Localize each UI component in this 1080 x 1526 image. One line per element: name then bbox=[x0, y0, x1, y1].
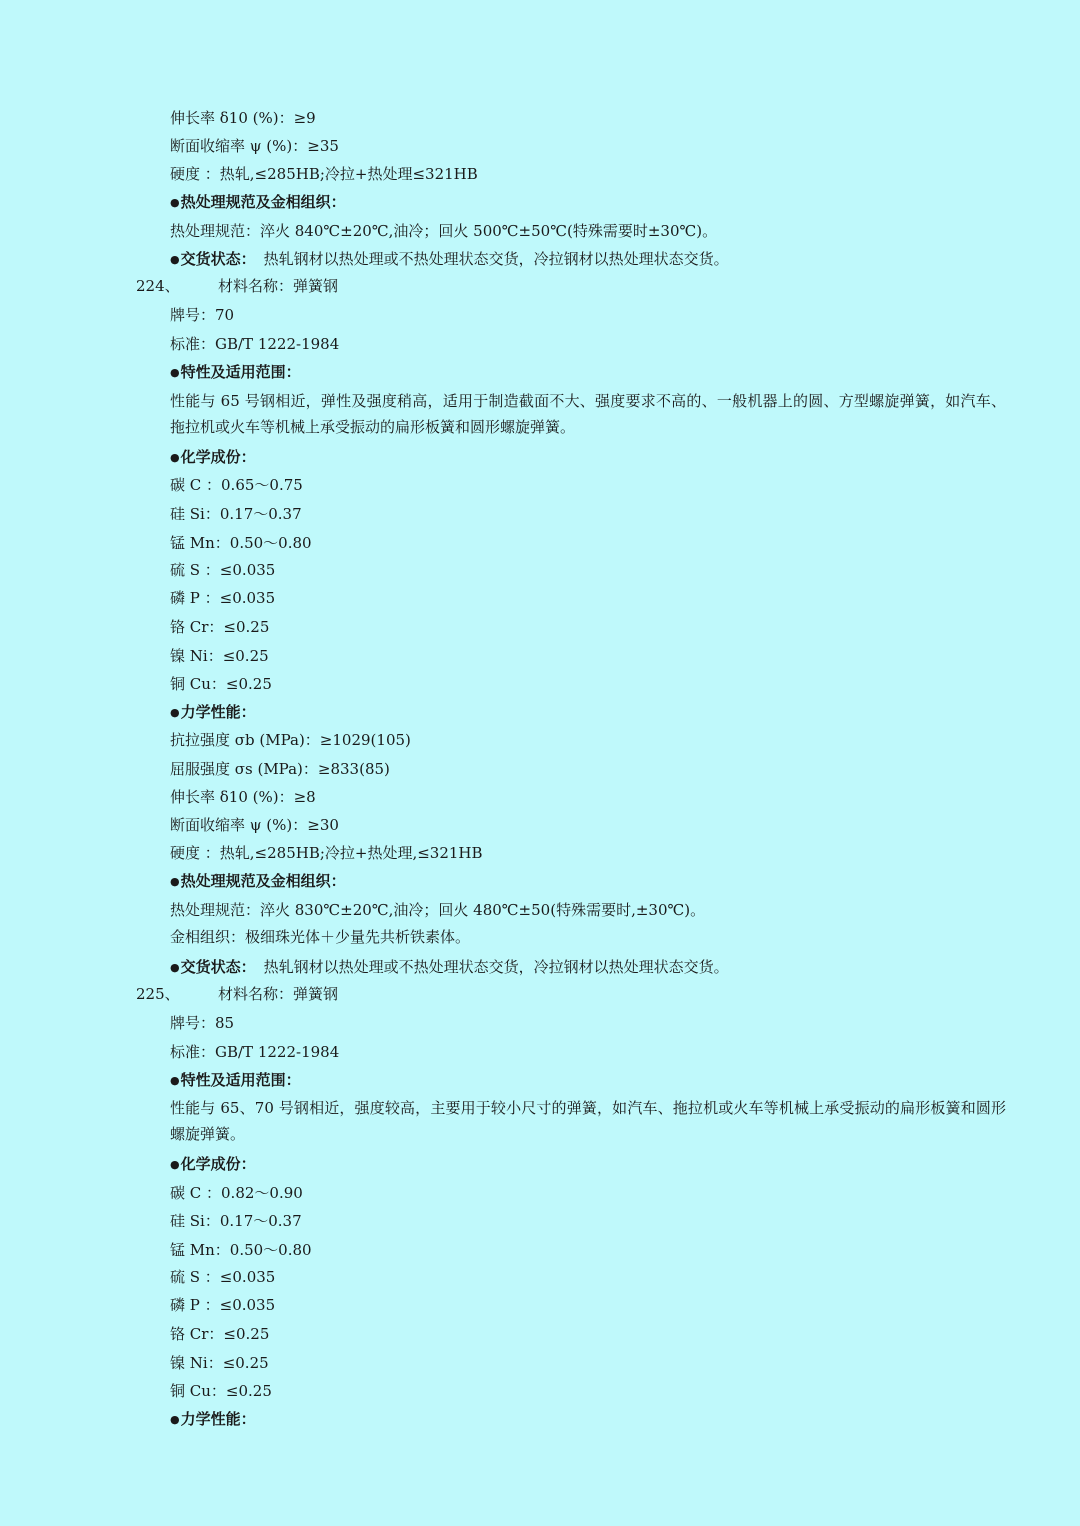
chem-nickel: 镍 Ni：≤0.25 bbox=[170, 1354, 269, 1372]
delivery-text: 热轧钢材以热处理或不热处理状态交货，冷拉钢材以热处理状态交货。 bbox=[263, 958, 729, 976]
delivery-line bbox=[170, 251, 1006, 268]
mech-hardness: 硬度 ：热轧,≤285HB;冷拉+热处理,≤321HB bbox=[170, 844, 483, 862]
chem-carbon: 碳 C ：0.65～0.75 bbox=[170, 476, 303, 494]
material-name: 材料名称：弹簧钢 bbox=[218, 985, 339, 1003]
chem-sulfur: 硫 S ：≤0.035 bbox=[170, 561, 276, 579]
chemical-heading: ● 化学成份： bbox=[170, 1156, 1006, 1173]
chem-silicon: 硅 Si：0.17～0.37 bbox=[170, 505, 302, 523]
delivery-text: 热轧钢材以热处理或不热处理状态交货，冷拉钢材以热处理状态交货。 bbox=[263, 250, 729, 268]
chem-phosphorus: 磷 P ：≤0.035 bbox=[170, 1296, 276, 1314]
properties-heading: ● 特性及适用范围： bbox=[170, 364, 1006, 381]
hardness-line: 硬度 ：热轧,≤285HB;冷拉+热处理≤321HB bbox=[170, 165, 478, 183]
properties-heading: ● 特性及适用范围： bbox=[170, 1072, 1006, 1089]
properties-text: 性能与 65、70 号钢相近，强度较高，主要用于较小尺寸的弹簧，如汽车、拖拉机或火车等机械上承受振动的扁形板簧和圆形螺旋弹簧。 bbox=[170, 1099, 1006, 1143]
entry-number: 225、 bbox=[136, 985, 180, 1003]
delivery-line bbox=[170, 959, 1006, 976]
delivery-heading: 交货状态： bbox=[180, 250, 256, 268]
elongation-line: 伸长率 δ10 (%)：≥9 bbox=[170, 109, 316, 127]
chem-copper: 铜 Cu：≤0.25 bbox=[170, 1382, 272, 1400]
standard-line: 标准：GB/T 1222-1984 bbox=[170, 335, 340, 353]
grade-line: 牌号：70 bbox=[170, 306, 235, 324]
mech-yield: 屈服强度 σs (MPa)：≥833(85) bbox=[170, 760, 390, 778]
mech-tensile: 抗拉强度 σb (MPa)：≥1029(105) bbox=[170, 731, 411, 749]
chem-carbon: 碳 C ：0.82～0.90 bbox=[170, 1184, 303, 1202]
entry-number: 224、 bbox=[136, 277, 180, 295]
chem-manganese: 锰 Mn：0.50～0.80 bbox=[170, 1241, 312, 1259]
reduction-line: 断面收缩率 ψ (%)：≥35 bbox=[170, 137, 339, 155]
heat-treatment-spec: 热处理规范：淬火 830℃±20℃,油冷；回火 480℃±50(特殊需要时,±30℃)。 bbox=[170, 901, 706, 919]
mechanical-heading: ● 力学性能： bbox=[170, 1411, 1006, 1428]
chem-chromium: 铬 Cr：≤0.25 bbox=[170, 1325, 270, 1343]
chem-manganese: 锰 Mn：0.50～0.80 bbox=[170, 534, 312, 552]
heat-treatment-spec: 热处理规范：淬火 840℃±20℃,油冷；回火 500℃±50℃(特殊需要时±30℃)。 bbox=[170, 222, 718, 240]
chem-silicon: 硅 Si：0.17～0.37 bbox=[170, 1212, 302, 1230]
properties-text: 性能与 65 号钢相近，弹性及强度稍高，适用于制造截面不大、强度要求不高的、一般机器上的圆、方型螺旋弹簧，如汽车、拖拉机或火车等机械上承受振动的扁形板簧和圆形螺旋弹簧。 bbox=[170, 392, 1006, 436]
standard-line: 标准：GB/T 1222-1984 bbox=[170, 1043, 340, 1061]
mechanical-heading: ● 力学性能： bbox=[170, 704, 1006, 721]
mech-reduction: 断面收缩率 ψ (%)：≥30 bbox=[170, 816, 339, 834]
chemical-heading: ● 化学成份： bbox=[170, 449, 1006, 466]
metallographic-line: 金相组织：极细珠光体＋少量先共析铁素体。 bbox=[170, 928, 471, 946]
mech-elongation: 伸长率 δ10 (%)：≥8 bbox=[170, 788, 316, 806]
chem-chromium: 铬 Cr：≤0.25 bbox=[170, 618, 270, 636]
chem-sulfur: 硫 S ：≤0.035 bbox=[170, 1268, 276, 1286]
material-name: 材料名称：弹簧钢 bbox=[218, 277, 339, 295]
chem-phosphorus: 磷 P ：≤0.035 bbox=[170, 589, 276, 607]
heat-treatment-heading: ● 热处理规范及金相组织： bbox=[170, 194, 1006, 211]
grade-line: 牌号：85 bbox=[170, 1014, 235, 1032]
delivery-heading: 交货状态： bbox=[180, 958, 256, 976]
chem-nickel: 镍 Ni：≤0.25 bbox=[170, 647, 269, 665]
heat-treatment-heading: ● 热处理规范及金相组织： bbox=[170, 873, 1006, 890]
chem-copper: 铜 Cu：≤0.25 bbox=[170, 675, 272, 693]
